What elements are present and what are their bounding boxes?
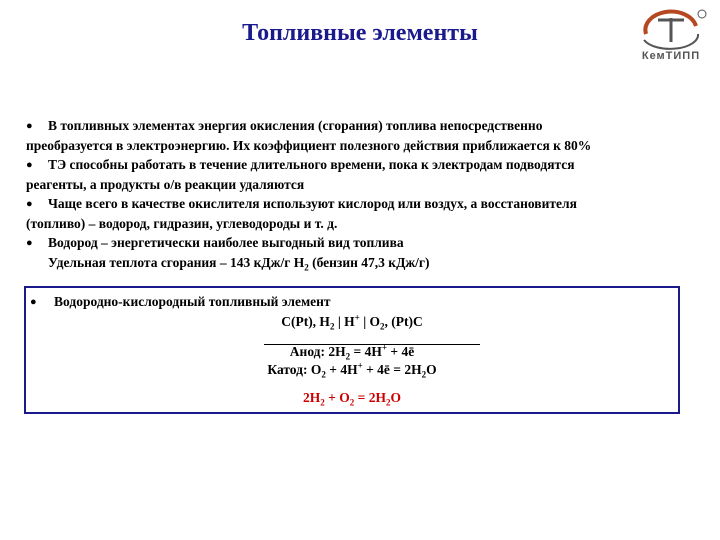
bullet-list — [26, 116, 706, 272]
logo-emblem-icon — [626, 4, 716, 52]
bullet-text-continued: преобразуется в электроэнергию. Их коэффициент полезного действия приближается к 80% — [26, 138, 592, 153]
bullet-icon: ● — [26, 120, 33, 132]
bullet-item — [26, 116, 706, 136]
box-title: Водородно-кислородный топливный элемент — [54, 294, 331, 309]
overall-reaction: $2Н_2 + О_2 = 2Н_2О$ — [303, 390, 401, 408]
bullet-icon: ● — [30, 296, 37, 308]
bullet-icon: ● — [26, 159, 33, 171]
bullet-text: В топливных элементах энергия окисления (сгорания) топлива непосредственно — [48, 118, 543, 133]
anode-reaction: Анод: $2Н_2 = 4Н^+$ + 4ē — [289, 342, 415, 362]
fuel-cell-box — [24, 286, 680, 414]
bullet-item — [26, 155, 706, 175]
heat-of-combustion-line: Удельная теплота сгорания – 143 кДж/г $Н_2$ (бензин 47,3 кДж/г) — [48, 255, 430, 273]
bullet-icon: ● — [26, 198, 33, 210]
bullet-text: Чаще всего в качестве окислителя используют кислород или воздух, а восстановителя — [48, 196, 577, 211]
bullet-item — [26, 233, 706, 253]
logo-text: КемТИПП — [641, 50, 701, 62]
bullet-text-continued: реагенты, а продукты о/в реакции удаляются — [26, 177, 305, 192]
bullet-item — [26, 194, 706, 214]
bullet-text: ТЭ способны работать в течение длительного времени, пока к электродам подводятся — [48, 157, 575, 172]
logo — [626, 4, 716, 74]
bullet-text: Водород – энергетически наиболее выгодный вид топлива — [48, 235, 404, 250]
cell-scheme: С(Pt), $Н_2$ | Н+ | $О_2$, (Pt)С — [281, 312, 423, 332]
bullet-text-continued: (топливо) – водород, гидразин, углеводороды и т. д. — [26, 216, 338, 231]
bullet-icon: ● — [26, 237, 33, 249]
cathode-reaction: Катод: $О_2 + 4Н^+$ + 4ē = $2Н_2О$ — [267, 360, 437, 380]
page-title: Топливные элементы — [242, 20, 478, 46]
